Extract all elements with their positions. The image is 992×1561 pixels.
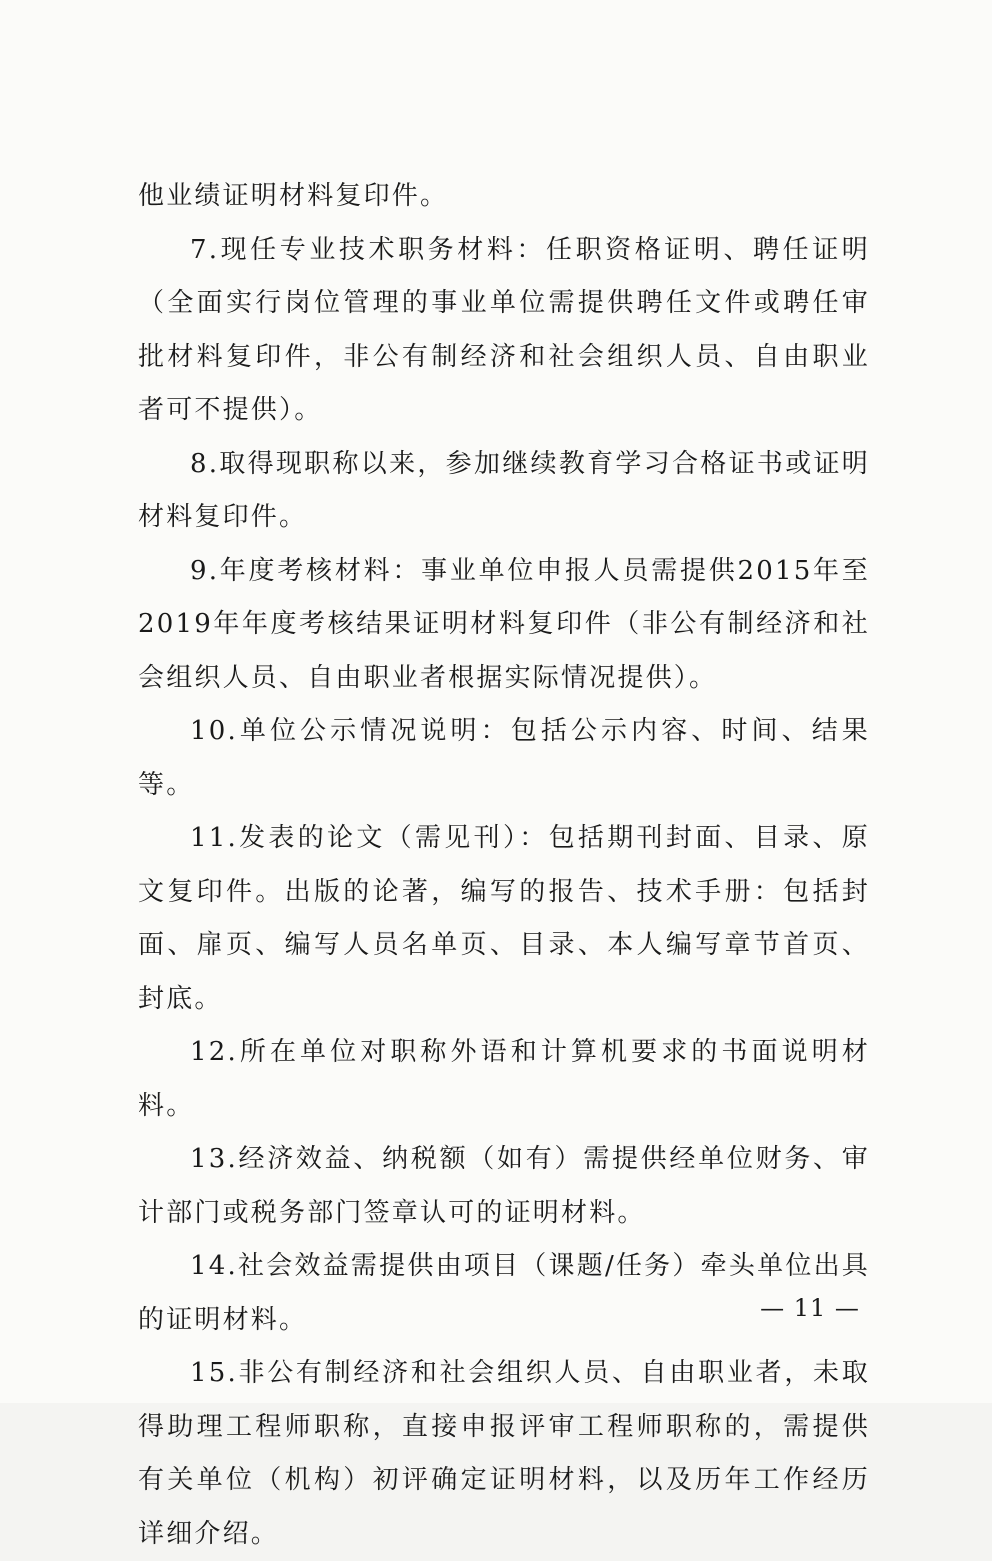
paragraph-item-7: 7.现任专业技术职务材料：任职资格证明、聘任证明（全面实行岗位管理的事业单位需提供聘任文件或聘任审批材料复印件，非公有制经济和社会组织人员、自由职业者可不提供）。 (138, 234, 870, 425)
page-number: — 11 — (760, 1294, 860, 1322)
paragraph-item-14: 14.社会效益需提供由项目（课题/任务）牵头单位出具的证明材料。 (138, 1251, 870, 1335)
paragraph-item-8: 8.取得现职称以来，参加继续教育学习合格证书或证明材料复印件。 (138, 448, 870, 532)
paragraph-item-11: 11.发表的论文（需见刊）：包括期刊封面、目录、原文复印件。出版的论著，编写的报告、技术手册：包括封面、扉页、编写人员名单页、目录、本人编写章节首页、封底。 (138, 823, 870, 1014)
paragraph-item-12: 12.所在单位对职称外语和计算机要求的书面说明材料。 (138, 1037, 870, 1121)
body-text (138, 170, 870, 1561)
paragraph-item-13: 13.经济效益、纳税额（如有）需提供经单位财务、审计部门或税务部门签章认可的证明材料。 (138, 1144, 870, 1228)
paragraph-item-9: 9.年度考核材料：事业单位申报人员需提供2015年至2019年年度考核结果证明材料复印件（非公有制经济和社会组织人员、自由职业者根据实际情况提供）。 (138, 555, 870, 693)
paragraph-item-15: 15.非公有制经济和社会组织人员、自由职业者，未取得助理工程师职称，直接申报评审工程师职称的，需提供有关单位（机构）初评确定证明材料，以及历年工作经历详细介绍。 (138, 1358, 870, 1549)
paragraph-continuation: 他业绩证明材料复印件。 (138, 181, 449, 211)
paragraph-item-10: 10.单位公示情况说明：包括公示内容、时间、结果等。 (138, 716, 870, 800)
